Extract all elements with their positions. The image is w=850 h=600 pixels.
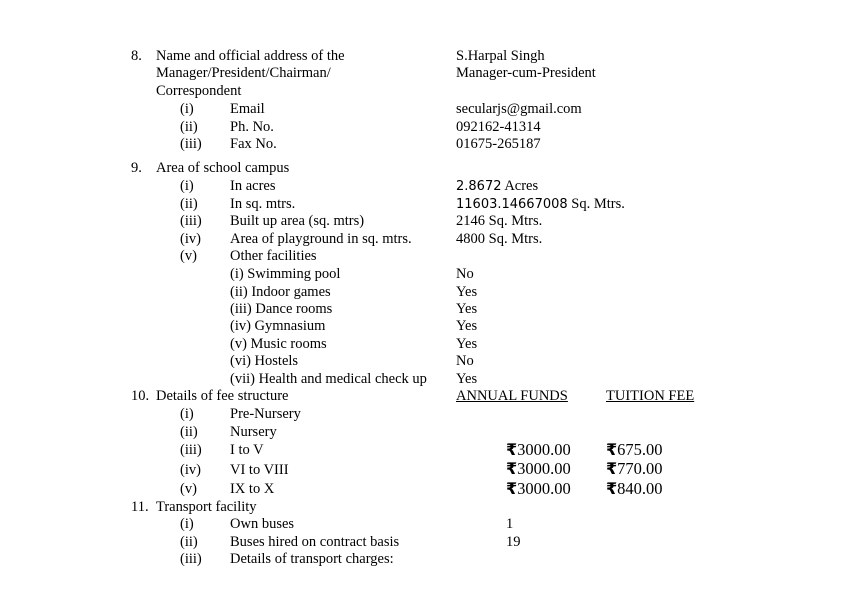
roman-numeral: (ii) bbox=[180, 119, 198, 135]
phone-value: 092162-41314 bbox=[456, 119, 541, 135]
amount-value: 3000.00 bbox=[517, 459, 571, 478]
transport-charges-label: Details of transport charges: bbox=[230, 551, 394, 567]
facility-label: (i) Swimming pool bbox=[230, 266, 341, 282]
amount-value: 770.00 bbox=[617, 459, 663, 478]
roman-numeral: (iv) bbox=[180, 231, 201, 247]
area-acres-unit: Acres bbox=[501, 178, 539, 194]
built-up-area-label: Built up area (sq. mtrs) bbox=[230, 213, 365, 229]
area-sqm-unit: Sq. Mtrs. bbox=[567, 196, 625, 212]
own-buses-value: 1 bbox=[506, 516, 514, 532]
section-10-title: Details of fee structure bbox=[156, 388, 289, 404]
facility-value: Yes bbox=[456, 301, 478, 317]
facility-label: (iv) Gymnasium bbox=[230, 318, 326, 334]
facility-value: No bbox=[456, 266, 474, 282]
class-label: IX to X bbox=[230, 481, 275, 497]
amount-value: 3000.00 bbox=[517, 479, 571, 498]
section-11-number: 11. bbox=[131, 499, 149, 515]
roman-numeral: (ii) bbox=[180, 424, 198, 440]
amount-value: 3000.00 bbox=[517, 440, 571, 459]
roman-numeral: (iii) bbox=[180, 136, 202, 152]
amount-value: 675.00 bbox=[617, 440, 663, 459]
rupee-icon: ₹ bbox=[606, 459, 618, 478]
annual-funds-amount bbox=[506, 460, 571, 477]
playground-area-value: 4800 Sq. Mtrs. bbox=[456, 231, 543, 247]
email-value: secularjs@gmail.com bbox=[456, 101, 582, 117]
tuition-fee-amount bbox=[606, 441, 663, 458]
rupee-icon: ₹ bbox=[606, 440, 618, 459]
annual-funds-header: ANNUAL FUNDS bbox=[456, 388, 568, 404]
roman-numeral: (v) bbox=[180, 481, 197, 497]
roman-numeral: (iii) bbox=[180, 213, 202, 229]
area-sqm-number: 11603.14667008 bbox=[456, 197, 568, 212]
roman-numeral: (i) bbox=[180, 101, 194, 117]
section-8-number: 8. bbox=[131, 48, 142, 64]
area-sqm-label: In sq. mtrs. bbox=[230, 196, 296, 212]
built-up-area-value: 2146 Sq. Mtrs. bbox=[456, 213, 543, 229]
rupee-icon: ₹ bbox=[506, 479, 518, 498]
section-10-number: 10. bbox=[131, 388, 150, 404]
annual-funds-amount bbox=[506, 441, 571, 458]
facility-label: (iii) Dance rooms bbox=[230, 301, 333, 317]
facility-label: (vii) Health and medical check up bbox=[230, 371, 427, 387]
other-facilities-label: Other facilities bbox=[230, 248, 317, 264]
facility-label: (v) Music rooms bbox=[230, 336, 327, 352]
section-8-title-line-2: Manager/President/Chairman/ bbox=[156, 65, 331, 81]
section-11-title: Transport facility bbox=[156, 499, 257, 515]
rupee-icon: ₹ bbox=[506, 440, 518, 459]
roman-numeral: (iv) bbox=[180, 462, 201, 478]
rupee-icon: ₹ bbox=[606, 479, 618, 498]
roman-numeral: (v) bbox=[180, 248, 197, 264]
roman-numeral: (i) bbox=[180, 406, 194, 422]
class-label: Nursery bbox=[230, 424, 277, 440]
roman-numeral: (i) bbox=[180, 178, 194, 194]
facility-label: (ii) Indoor games bbox=[230, 284, 331, 300]
manager-designation: Manager-cum-President bbox=[456, 65, 596, 81]
roman-numeral: (ii) bbox=[180, 534, 198, 550]
area-sqm-value bbox=[456, 196, 625, 213]
manager-name: S.Harpal Singh bbox=[456, 48, 545, 64]
fax-value: 01675-265187 bbox=[456, 136, 541, 152]
area-acres-number: 2.8672 bbox=[456, 179, 502, 194]
roman-numeral: (iii) bbox=[180, 442, 202, 458]
roman-numeral: (i) bbox=[180, 516, 194, 532]
facility-value: Yes bbox=[456, 318, 478, 334]
area-acres-value bbox=[456, 178, 538, 195]
facility-value: Yes bbox=[456, 336, 478, 352]
amount-value: 840.00 bbox=[617, 479, 663, 498]
section-8-title-line-3: Correspondent bbox=[156, 83, 242, 99]
facility-value: Yes bbox=[456, 371, 478, 387]
tuition-fee-amount bbox=[606, 460, 663, 477]
roman-numeral: (ii) bbox=[180, 196, 198, 212]
area-acres-label: In acres bbox=[230, 178, 276, 194]
class-label: Pre-Nursery bbox=[230, 406, 301, 422]
tuition-fee-amount bbox=[606, 480, 663, 497]
own-buses-label: Own buses bbox=[230, 516, 295, 532]
section-8-title-line-1: Name and official address of the bbox=[156, 48, 345, 64]
fax-label: Fax No. bbox=[230, 136, 277, 152]
class-label: VI to VIII bbox=[230, 462, 289, 478]
email-label: Email bbox=[230, 101, 265, 117]
class-label: I to V bbox=[230, 442, 264, 458]
section-9-title: Area of school campus bbox=[156, 160, 290, 176]
hired-buses-label: Buses hired on contract basis bbox=[230, 534, 400, 550]
section-9-number: 9. bbox=[131, 160, 142, 176]
roman-numeral: (iii) bbox=[180, 551, 202, 567]
rupee-icon: ₹ bbox=[506, 459, 518, 478]
facility-label: (vi) Hostels bbox=[230, 353, 299, 369]
facility-value: Yes bbox=[456, 284, 478, 300]
phone-label: Ph. No. bbox=[230, 119, 274, 135]
hired-buses-value: 19 bbox=[506, 534, 521, 550]
facility-value: No bbox=[456, 353, 474, 369]
playground-area-label: Area of playground in sq. mtrs. bbox=[230, 231, 412, 247]
annual-funds-amount bbox=[506, 480, 571, 497]
tuition-fee-header: TUITION FEE bbox=[606, 388, 695, 404]
